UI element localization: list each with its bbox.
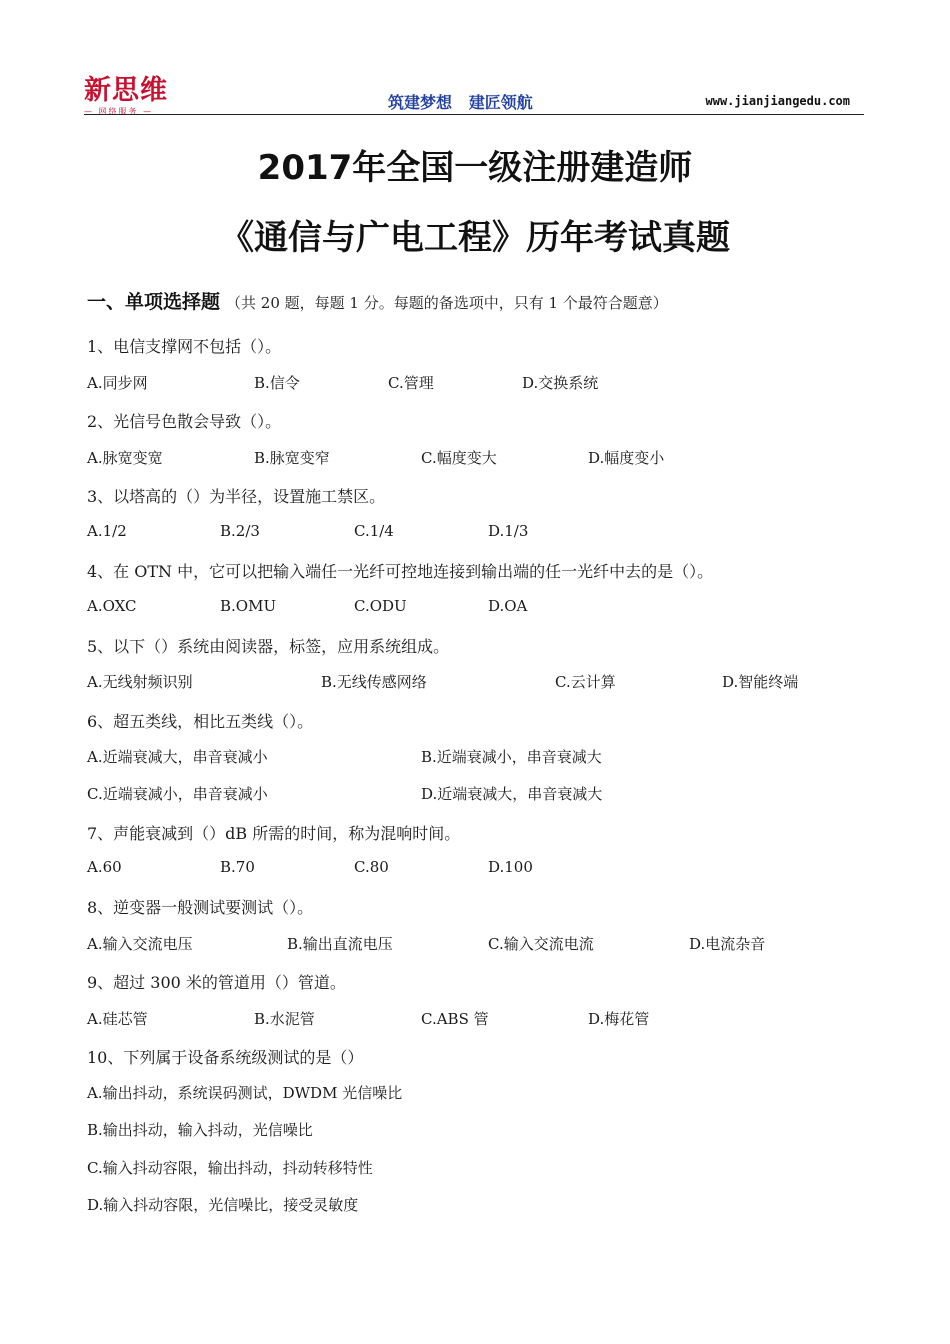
option: D.交换系统 (522, 374, 599, 392)
option: A.无线射频识别 (87, 673, 193, 691)
option: D.梅花管 (588, 1010, 650, 1028)
option: C.ABS 管 (421, 1010, 489, 1028)
option: B.70 (220, 858, 255, 876)
header-slogan: 筑建梦想 建匠领航 (388, 93, 533, 112)
page-subtitle: 《通信与广电工程》历年考试真题 (220, 218, 730, 258)
option: D.近端衰减大，串音衰减大 (421, 785, 603, 803)
section-instructions: （共 20 题，每题 1 分。每题的备选项中，只有 1 个最符合题意） (226, 294, 668, 312)
option: B.水泥管 (254, 1010, 315, 1028)
option: C.幅度变大 (421, 449, 497, 467)
option: A.OXC (87, 597, 137, 615)
page-header (84, 76, 864, 116)
option: A.脉宽变宽 (87, 449, 163, 467)
option: C.80 (354, 858, 389, 876)
option: C.输入抖动容限，输出抖动，抖动转移特性 (87, 1159, 373, 1177)
option: B.近端衰减小，串音衰减大 (421, 748, 602, 766)
option: C.ODU (354, 597, 407, 615)
option: A.1/2 (87, 522, 127, 540)
question: 7、声能衰减到（）dB 所需的时间，称为混响时间。 (87, 824, 461, 843)
option: A.输出抖动，系统误码测试，DWDM 光信噪比 (87, 1084, 403, 1102)
question: 8、逆变器一般测试要测试（）。 (87, 898, 314, 917)
option: A.60 (87, 858, 122, 876)
logo-text: 新思维 (84, 75, 168, 106)
option: D.输入抖动容限，光信噪比，接受灵敏度 (87, 1196, 359, 1214)
option: C.近端衰减小，串音衰减小 (87, 785, 268, 803)
question: 1、电信支撑网不包括（）。 (87, 337, 282, 356)
option: B.OMU (220, 597, 277, 615)
site-url: www.jianjiangedu.com (705, 94, 850, 108)
option: D.100 (488, 858, 533, 876)
option: D.电流杂音 (689, 935, 766, 953)
option: A.输入交流电压 (87, 935, 193, 953)
option: A.同步网 (87, 374, 148, 392)
option: C.1/4 (354, 522, 394, 540)
option: D.幅度变小 (588, 449, 665, 467)
option: C.管理 (388, 374, 434, 392)
header-divider (84, 114, 864, 115)
page-title: 2017年全国一级注册建造师 (257, 148, 693, 188)
option: B.2/3 (220, 522, 260, 540)
section-title: 一、单项选择题 (87, 291, 221, 313)
brand-logo (84, 76, 168, 117)
option: A.硅芯管 (87, 1010, 148, 1028)
option: B.脉宽变窄 (254, 449, 330, 467)
logo-subtitle: — 网络服务 — (84, 107, 154, 116)
option: D.1/3 (488, 522, 529, 540)
section-heading (87, 287, 668, 314)
option: D.OA (488, 597, 528, 615)
question: 5、以下（）系统由阅读器，标签，应用系统组成。 (87, 637, 450, 656)
option: C.输入交流电流 (488, 935, 594, 953)
question: 10、下列属于设备系统级测试的是（） (87, 1048, 364, 1067)
question: 2、光信号色散会导致（）。 (87, 412, 282, 431)
option: B.输出直流电压 (287, 935, 393, 953)
option: B.无线传感网络 (321, 673, 427, 691)
option: B.信令 (254, 374, 300, 392)
question: 6、超五类线，相比五类线（）。 (87, 712, 314, 731)
question: 9、超过 300 米的管道用（）管道。 (87, 973, 346, 992)
question: 3、以塔高的（）为半径，设置施工禁区。 (87, 487, 386, 506)
option: B.输出抖动，输入抖动，光信噪比 (87, 1121, 313, 1139)
option: D.智能终端 (722, 673, 799, 691)
option: A.近端衰减大，串音衰减小 (87, 748, 268, 766)
question: 4、在 OTN 中，它可以把输入端任一光纤可控地连接到输出端的任一光纤中去的是（）。 (87, 562, 714, 581)
option: C.云计算 (555, 673, 616, 691)
